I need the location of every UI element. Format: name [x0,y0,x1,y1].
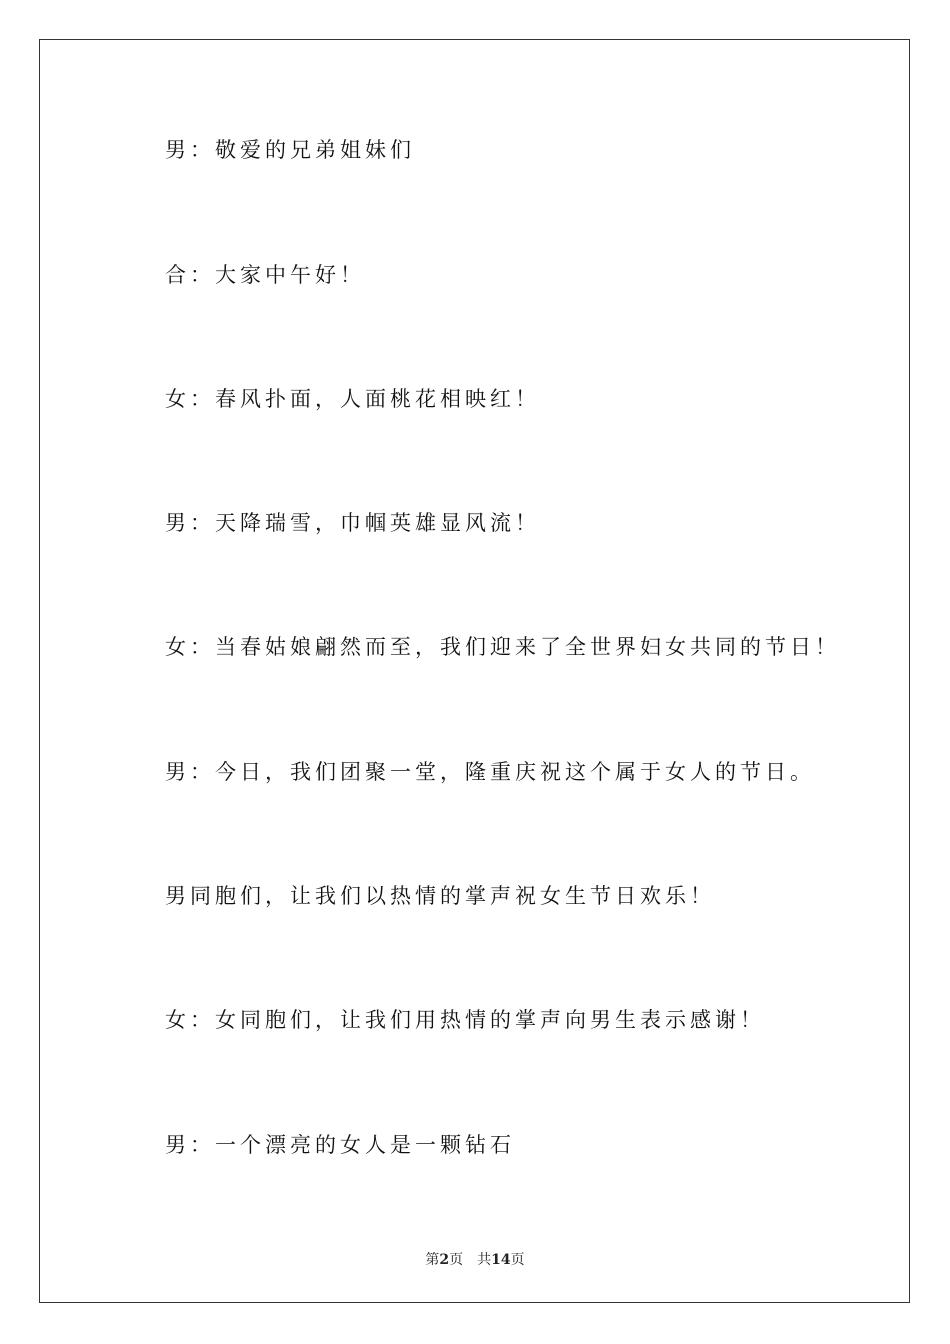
total-pages: 14 [491,1252,511,1268]
dialogue-line-6: 男：今日，我们团聚一堂，隆重庆祝这个属于女人的节日。 [165,760,815,784]
dialogue-line-5: 女：当春姑娘翩然而至，我们迎来了全世界妇女共同的节日！ [165,635,840,659]
page-prefix: 第 [425,1252,440,1268]
dialogue-line-4: 男：天降瑞雪，巾帼英雄显风流！ [165,511,540,535]
total-prefix: 共 [477,1252,492,1268]
page-footer [0,1249,950,1269]
page-border [39,39,910,1303]
dialogue-line-2: 合：大家中午好！ [165,263,365,287]
dialogue-line-7: 男同胞们，让我们以热情的掌声祝女生节日欢乐！ [165,884,715,908]
dialogue-line-1: 男：敬爱的兄弟姐妹们 [165,138,415,162]
page-suffix: 页 [449,1252,464,1268]
dialogue-line-8: 女：女同胞们，让我们用热情的掌声向男生表示感谢！ [165,1008,765,1032]
total-suffix: 页 [510,1252,525,1268]
dialogue-line-3: 女：春风扑面，人面桃花相映红！ [165,387,540,411]
page-number: 2 [439,1252,450,1268]
dialogue-line-9: 男：一个漂亮的女人是一颗钻石 [165,1133,515,1157]
